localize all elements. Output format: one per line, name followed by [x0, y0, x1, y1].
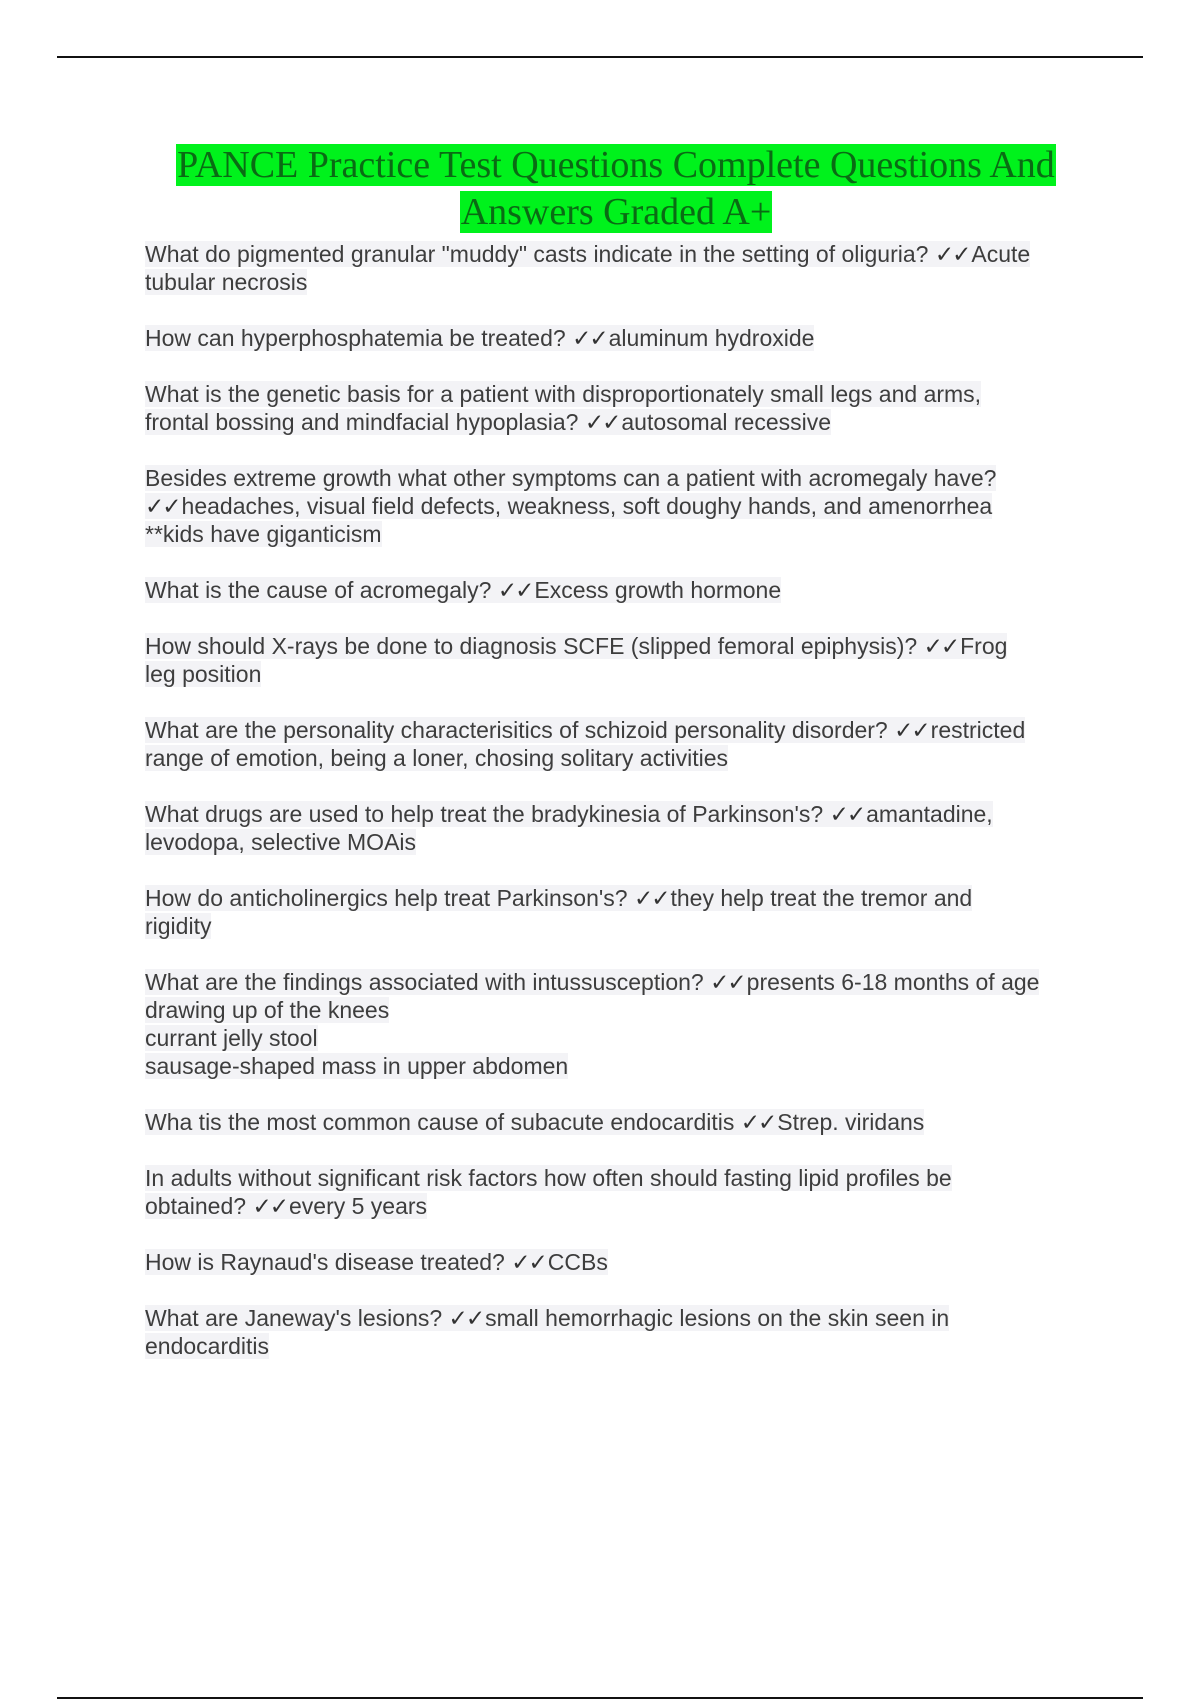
top-rule: [57, 56, 1143, 58]
question-text: How can hyperphosphatemia be treated?: [145, 325, 566, 351]
bottom-rule: [57, 1697, 1143, 1699]
question-text: What is the genetic basis for a patient with disproportionately small legs and arms, frontal bossing and mindfacial hypoplasia?: [145, 381, 982, 435]
answer-text: sausage-shaped mass in upper abdomen: [145, 1053, 569, 1079]
title-line-1: PANCE Practice Test Questions Complete Questions And: [177, 144, 1055, 186]
answer-text: range of emotion, being a loner, chosing solitary activities: [145, 745, 728, 771]
qa-item: [145, 240, 1095, 296]
check-icon: ✓✓: [633, 885, 669, 911]
answer-text: CCBs: [547, 1249, 608, 1275]
question-text: How should X-rays be done to diagnosis SCFE (slipped femoral epiphysis)?: [145, 633, 918, 659]
answer-text: leg position: [145, 661, 262, 687]
answer-text: presents 6-18 months of age: [746, 969, 1040, 995]
answer-text: drawing up of the knees: [145, 997, 390, 1023]
qa-list: [145, 240, 1095, 1388]
answer-text: rigidity: [145, 913, 212, 939]
question-text: Besides extreme growth what other symptoms can a patient with acromegaly have?: [145, 465, 997, 491]
check-icon: ✓✓: [572, 325, 607, 351]
answer-text: restricted: [930, 717, 1026, 743]
check-icon: ✓✓: [740, 1109, 776, 1135]
qa-item: [145, 1304, 1095, 1360]
question-text: What are Janeway's lesions?: [145, 1305, 443, 1331]
answer-text: Frog: [960, 633, 1008, 659]
answer-text: endocarditis: [145, 1333, 270, 1359]
qa-item: [145, 716, 1095, 772]
check-icon: ✓✓: [584, 409, 620, 435]
qa-item: [145, 632, 1095, 688]
answer-text: currant jelly stool: [145, 1025, 318, 1051]
answer-text: tubular necrosis: [145, 269, 308, 295]
qa-item: [145, 380, 1095, 436]
answer-text: headaches, visual field defects, weakness, soft doughy hands, and amenorrhea: [181, 493, 993, 519]
qa-item: [145, 1164, 1095, 1220]
qa-item: [145, 324, 1095, 352]
qa-item: [145, 1108, 1095, 1136]
qa-item: [145, 884, 1095, 940]
qa-item: [145, 968, 1095, 1080]
question-text: What are the findings associated with intussusception?: [145, 969, 704, 995]
check-icon: ✓✓: [145, 493, 180, 519]
question-text: What are the personality characterisitics of schizoid personality disorder?: [145, 717, 888, 743]
question-text: What drugs are used to help treat the bradykinesia of Parkinson's?: [145, 801, 824, 827]
question-text: What is the cause of acromegaly?: [145, 577, 492, 603]
answer-text: they help treat the tremor and: [670, 885, 973, 911]
check-icon: ✓✓: [710, 969, 745, 995]
question-text: How is Raynaud's disease treated?: [145, 1249, 505, 1275]
check-icon: ✓✓: [448, 1305, 484, 1331]
check-icon: ✓✓: [934, 241, 970, 267]
question-text: How do anticholinergics help treat Parkinson's?: [145, 885, 628, 911]
qa-item: [145, 576, 1095, 604]
question-text: What do pigmented granular "muddy" casts indicate in the setting of oliguria?: [145, 241, 929, 267]
qa-item: [145, 464, 1095, 548]
answer-text: Excess growth hormone: [534, 577, 782, 603]
check-icon: ✓✓: [894, 717, 929, 743]
check-icon: ✓✓: [923, 633, 959, 659]
answer-text: amantadine,: [866, 801, 993, 827]
check-icon: ✓✓: [497, 577, 533, 603]
answer-text: **kids have giganticism: [145, 521, 382, 547]
check-icon: ✓✓: [252, 1193, 287, 1219]
qa-item: [145, 1248, 1095, 1276]
answer-text: small hemorrhagic lesions on the skin seen in: [485, 1305, 950, 1331]
check-icon: ✓✓: [829, 801, 865, 827]
question-text: In adults without significant risk factors how often should fasting lipid profiles be obtained?: [145, 1165, 952, 1219]
answer-text: Strep. viridans: [777, 1109, 925, 1135]
check-icon: ✓✓: [511, 1249, 546, 1275]
title-line-2: Answers Graded A+: [460, 191, 772, 233]
qa-item: [145, 800, 1095, 856]
answer-text: aluminum hydroxide: [608, 325, 815, 351]
answer-text: Acute: [971, 241, 1031, 267]
answer-text: every 5 years: [288, 1193, 428, 1219]
answer-text: autosomal recessive: [621, 409, 832, 435]
document-title: [146, 142, 1086, 236]
answer-text: levodopa, selective MOAis: [145, 829, 417, 855]
question-text: Wha tis the most common cause of subacute endocarditis: [145, 1109, 735, 1135]
